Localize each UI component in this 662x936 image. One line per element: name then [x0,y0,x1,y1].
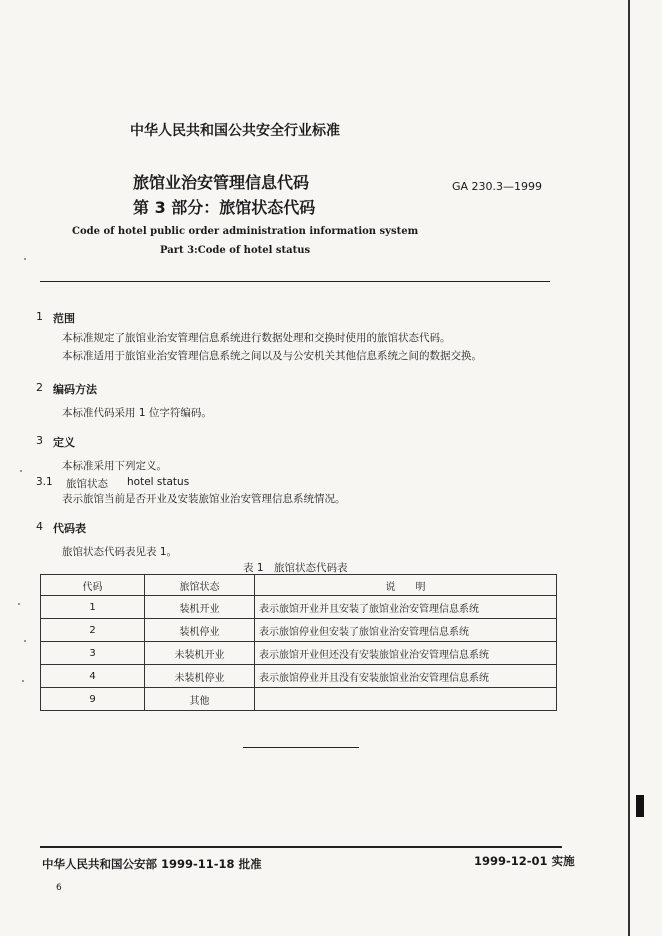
section-2-paragraph: 本标准代码采用 1 位字符编码。 [62,407,212,419]
section-2-number: 2 [36,381,43,394]
table-header-code: 代码 [41,575,145,596]
table-row [41,688,557,711]
table-header-row [41,575,557,596]
section-4-heading: 代码表 [53,522,86,535]
section-3-heading: 定义 [53,436,75,449]
approval-statement: 中华人民共和国公安部 1999-11-18 批准 [42,857,262,871]
scan-speck [24,640,26,642]
table-cell-status: 装机开业 [145,596,255,619]
table-cell-status: 其他 [145,688,255,711]
table-cell-desc: 表示旅馆开业并且安装了旅馆业治安管理信息系统 [255,596,557,619]
doc-title-en-line2: Part 3:Code of hotel status [160,245,311,256]
standard-code: GA 230.3—1999 [452,180,543,193]
section-4-number: 4 [36,520,43,533]
table-cell-code: 9 [41,688,145,711]
code-table [40,574,557,711]
table-cell-status: 未装机停业 [145,665,255,688]
table-cell-desc: 表示旅馆开业但还没有安装旅馆业治安管理信息系统 [255,642,557,665]
table-cell-status: 未装机开业 [145,642,255,665]
table-cell-status: 装机停业 [145,619,255,642]
subsection-3-1-number: 3.1 [36,476,53,488]
table-header-status: 旅馆状态 [145,575,255,596]
table-row [41,619,557,642]
subsection-3-1-definition: 表示旅馆当前是否开业及安装旅馆业治安管理信息系统情况。 [62,493,346,505]
table-row [41,665,557,688]
scan-speck [24,258,26,260]
table-row [41,596,557,619]
table-caption: 表 1 旅馆状态代码表 [243,562,348,574]
table-cell-desc: 表示旅馆停业并且没有安装旅馆业治安管理信息系统 [255,665,557,688]
section-1-paragraph: 本标准规定了旅馆业治安管理信息系统进行数据处理和交换时使用的旅馆状态代码。 [62,332,451,344]
table-cell-desc [255,688,557,711]
doc-title-cn-line1: 旅馆业治安管理信息代码 [133,173,310,192]
section-4-paragraph: 旅馆状态代码表见表 1。 [62,546,178,558]
page-number: 6 [56,883,62,893]
table-cell-code: 2 [41,619,145,642]
scan-speck [22,680,24,682]
org-standard-title: 中华人民共和国公共安全行业标准 [130,123,340,139]
table-cell-code: 3 [41,642,145,665]
table-cell-code: 1 [41,596,145,619]
section-1-paragraph: 本标准适用于旅馆业治安管理信息系统之间以及与公安机关其他信息系统之间的数据交换。 [62,350,482,362]
section-3-paragraph: 本标准采用下列定义。 [62,460,167,472]
subsection-3-1-term-cn: 旅馆状态 [66,478,108,490]
table-row [41,642,557,665]
scan-binding-mark [636,795,644,817]
section-2-heading: 编码方法 [53,383,97,396]
header-divider [40,281,550,282]
implementation-date: 1999-12-01 实施 [474,854,575,868]
subsection-3-1-term-en: hotel status [127,476,190,488]
section-3-number: 3 [36,434,43,447]
scan-speck [18,603,20,605]
doc-title-cn-line2: 第 3 部分：旅馆状态代码 [133,198,316,217]
footer-divider [40,846,562,848]
table-cell-code: 4 [41,665,145,688]
scan-speck [20,470,22,472]
doc-title-en-line1: Code of hotel public order administration information system [72,226,419,237]
table-header-desc: 说 明 [255,575,557,596]
scan-page-edge [628,0,630,936]
table-cell-desc: 表示旅馆停业但安装了旅馆业治安管理信息系统 [255,619,557,642]
section-1-number: 1 [36,310,43,323]
section-1-heading: 范围 [53,312,75,325]
end-of-text-rule [243,747,359,748]
